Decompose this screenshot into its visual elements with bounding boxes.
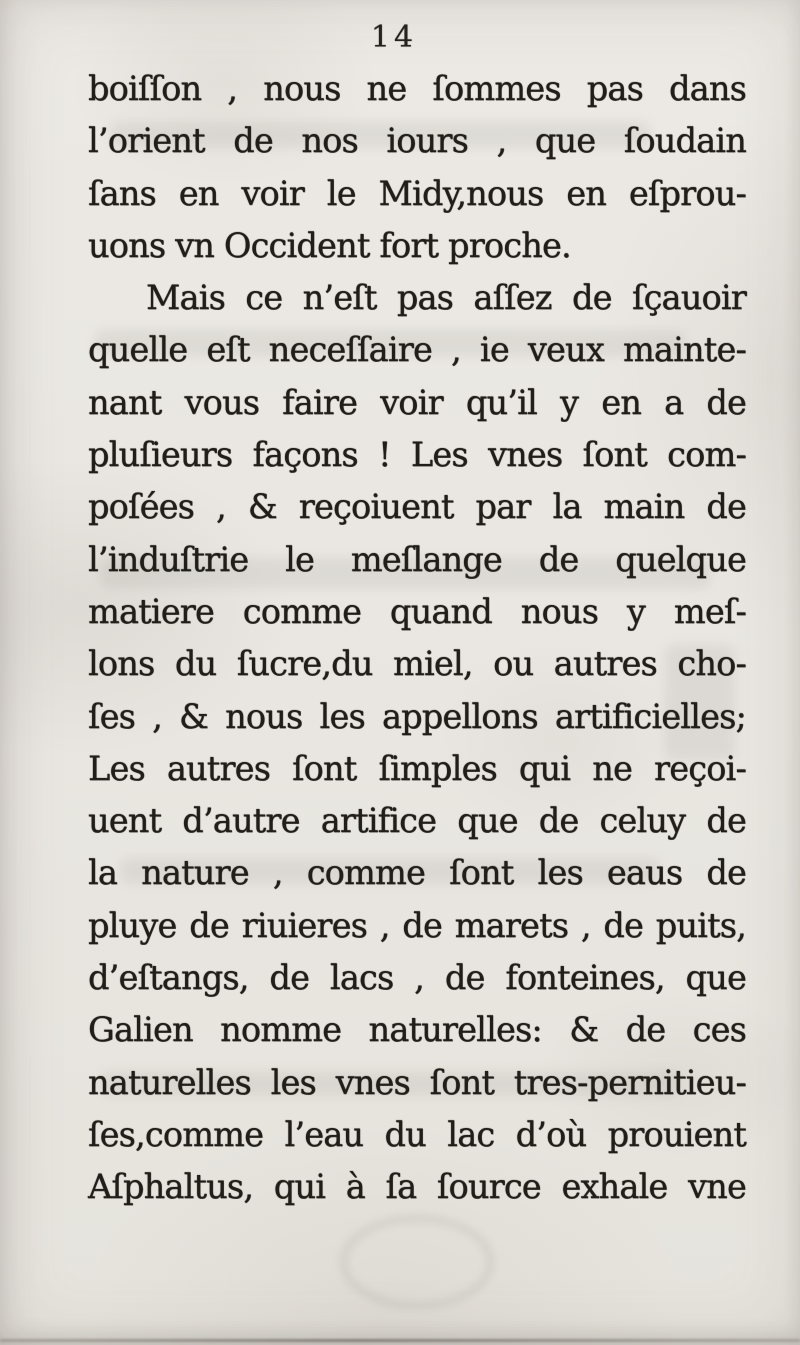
text-line: Aſphaltus, qui à ſa ſource exhale vne [88, 1167, 746, 1207]
text-line: Mais ce n’eſt pas aſſez de ſçauoir [146, 278, 746, 318]
text-line: matiere comme quand nous y meſ- [88, 591, 746, 631]
text-line: l’induſtrie le meſlange de quelque [88, 539, 746, 579]
page-bottom-edge-shadow [0, 1339, 800, 1342]
text-line: quelle eſt neceſſaire , ie veux mainte- [88, 330, 746, 370]
text-line: pluye de riuieres , de marets , de puits, [88, 905, 746, 945]
text-line: ſes,comme l’eau du lac d’où prouient [88, 1114, 746, 1154]
text-line: uons vn Occident fort proche. [88, 225, 571, 265]
text-line: Galien nomme naturelles: & de ces [88, 1010, 746, 1050]
bleed-through-stamp-ghost [340, 1215, 494, 1309]
text-line: nant vous faire voir qu’il y en a de [88, 382, 746, 422]
text-line: la nature , comme ſont les eaus de [88, 853, 746, 893]
text-line: pluſieurs façons ! Les vnes ſont com- [88, 435, 746, 475]
text-line: poſées , & reçoiuent par la main de [88, 487, 746, 527]
text-line: ſans en voir le Midy,nous en eſprou- [88, 173, 746, 213]
text-block [88, 63, 746, 1214]
text-line: uent d’autre artifice que de celuy de [88, 801, 746, 841]
text-line: boiſſon , nous ne ſommes pas dans [88, 69, 746, 108]
text-line: ſes , & nous les appellons artificielles; [88, 696, 746, 736]
text-line: d’eſtangs, de lacs , de fonteines, que [88, 958, 746, 998]
text-line: Les autres ſont ſimples qui ne reçoi- [88, 748, 746, 788]
text-line: l’orient de nos iours , que ſoudain [88, 121, 746, 161]
text-line: naturelles les vnes ſont tres-pernitieu- [88, 1062, 746, 1102]
page-number: 14 [370, 20, 418, 55]
text-line: lons du ſucre,du miel, ou autres cho- [88, 644, 746, 684]
